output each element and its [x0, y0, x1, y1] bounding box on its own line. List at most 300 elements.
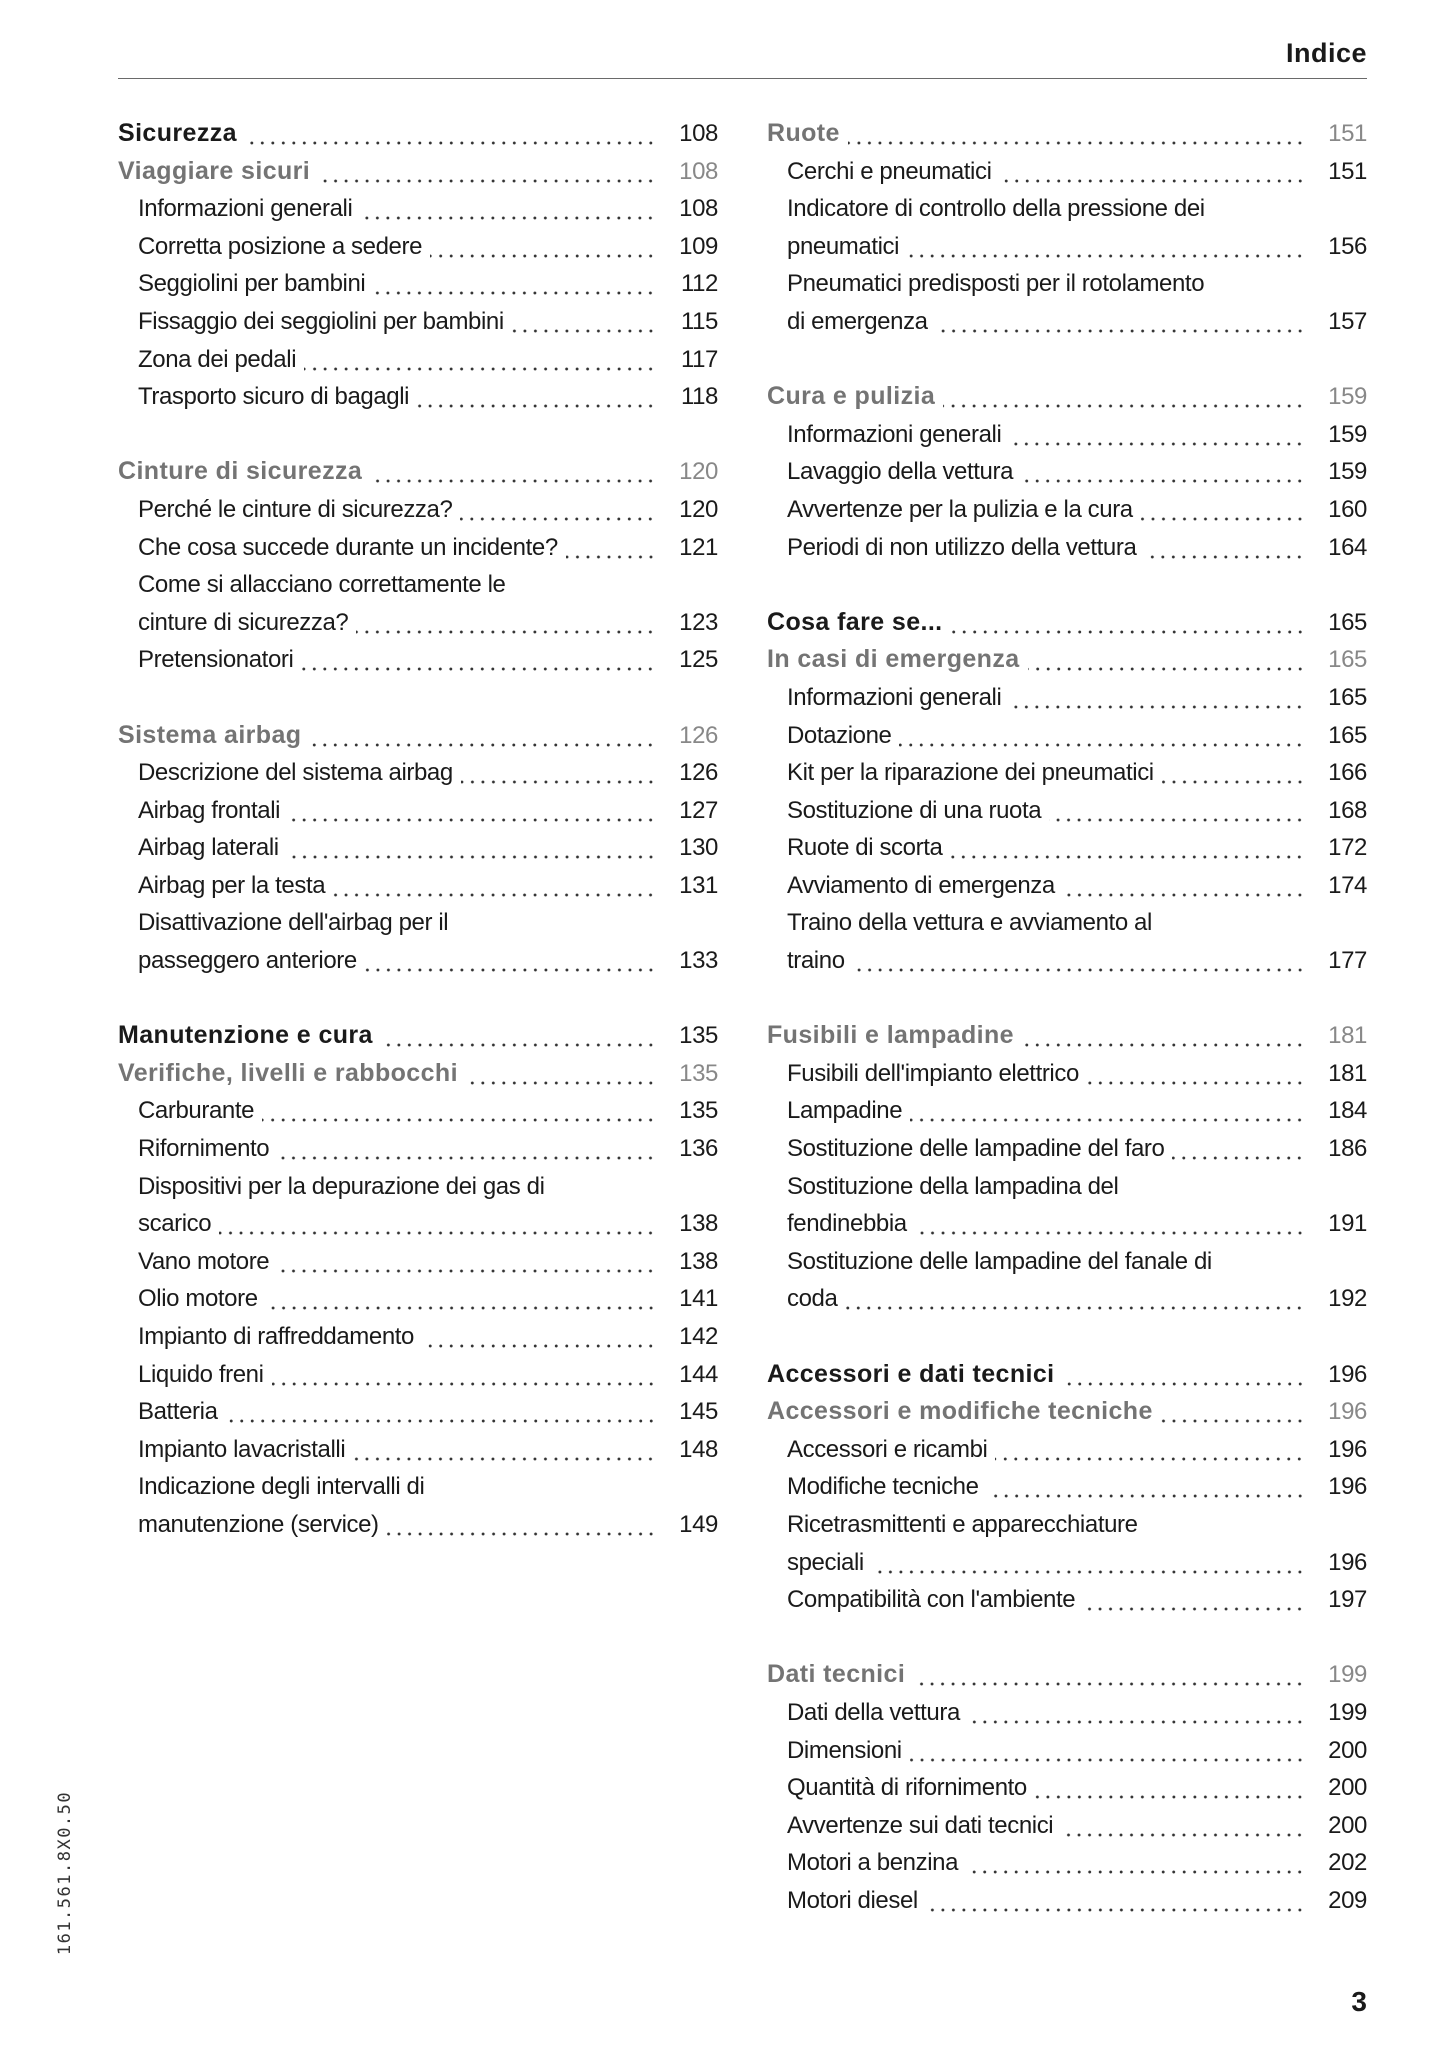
toc-entry-title: Olio motore	[138, 1285, 258, 1313]
toc-entry[interactable]	[767, 416, 1367, 454]
dot-leader	[995, 1431, 1305, 1469]
toc-page-number: 108	[679, 157, 718, 185]
toc-chapter-entry[interactable]	[118, 1017, 718, 1055]
toc-entry[interactable]	[118, 1318, 718, 1356]
toc-page-number: 191	[1328, 1210, 1367, 1238]
toc-page-number: 138	[679, 1247, 718, 1275]
toc-entry-title: Compatibilità con l'ambiente	[787, 1586, 1076, 1614]
dot-leader	[910, 1732, 1305, 1770]
toc-page-number: 135	[679, 1059, 718, 1087]
toc-entry-title: Fissaggio dei seggiolini per bambini	[138, 307, 504, 335]
toc-entry[interactable]	[767, 190, 1367, 228]
toc-entry[interactable]	[118, 190, 718, 228]
toc-entry[interactable]	[118, 1130, 718, 1168]
toc-entry-title: In casi di emergenza	[767, 645, 1020, 674]
toc-page-number: 112	[680, 270, 718, 298]
toc-spacer	[767, 566, 1367, 604]
toc-entry-title: Manutenzione e cura	[118, 1021, 373, 1050]
toc-page-number: 181	[1328, 1059, 1367, 1087]
dot-leader	[910, 1092, 1305, 1130]
toc-entry-title: Ruote di scorta	[787, 834, 943, 862]
toc-page-number: 196	[1328, 1548, 1367, 1576]
toc-entry-title: traino	[787, 947, 845, 975]
dot-leader	[353, 1431, 656, 1469]
dot-leader	[466, 1055, 656, 1093]
toc-page-number: 151	[1328, 157, 1367, 185]
toc-entry[interactable]	[767, 1431, 1367, 1469]
toc-page-number: 181	[1328, 1022, 1367, 1050]
toc-page-number: 165	[1328, 646, 1367, 674]
dot-leader	[277, 1243, 656, 1281]
toc-page-number: 174	[1328, 871, 1367, 899]
toc-entry[interactable]	[767, 1581, 1367, 1619]
toc-page-number: 199	[1328, 1698, 1367, 1726]
dot-leader	[461, 754, 656, 792]
toc-entry[interactable]	[767, 754, 1367, 792]
dot-leader	[853, 942, 1305, 980]
dot-leader	[381, 1017, 656, 1055]
toc-entry-title: Sostituzione di una ruota	[787, 796, 1042, 824]
toc-section-entry[interactable]	[767, 1393, 1367, 1431]
toc-entry[interactable]	[767, 1092, 1367, 1130]
toc-page-number: 121	[679, 533, 718, 561]
dot-leader	[951, 604, 1305, 642]
toc-entry[interactable]	[767, 1205, 1367, 1243]
toc-entry-title: passeggero anteriore	[138, 947, 357, 975]
toc-entry-title: Carburante	[138, 1097, 255, 1125]
toc-spacer	[118, 416, 718, 454]
dot-leader	[913, 1656, 1305, 1694]
toc-entry-title: coda	[787, 1285, 838, 1313]
toc-entry-title: pneumatici	[787, 232, 900, 260]
dot-leader	[460, 491, 656, 529]
toc-chapter-entry[interactable]	[767, 1356, 1367, 1394]
toc-entry-title: Perché le cinture di sicurezza?	[138, 495, 453, 523]
toc-page-number: 108	[679, 120, 718, 147]
toc-entry-title: Dotazione	[787, 721, 892, 749]
toc-page-number: 127	[679, 796, 718, 824]
toc-entry[interactable]	[118, 754, 718, 792]
toc-entry-title: Periodi di non utilizzo della vettura	[787, 533, 1137, 561]
toc-entry-title: Kit per la riparazione dei pneumatici	[787, 759, 1154, 787]
toc-entry[interactable]	[118, 378, 718, 416]
dot-leader	[417, 378, 656, 416]
toc-entry[interactable]	[767, 1280, 1367, 1318]
toc-page-number: 202	[1328, 1849, 1367, 1877]
toc-entry[interactable]	[767, 1844, 1367, 1882]
dot-leader	[245, 115, 656, 153]
toc-entry-title: Airbag frontali	[138, 796, 281, 824]
toc-entry-title: Vano motore	[138, 1247, 270, 1275]
dot-leader	[968, 1694, 1305, 1732]
dot-leader	[1021, 453, 1305, 491]
toc-entry[interactable]	[118, 1243, 718, 1281]
toc-entry[interactable]	[767, 228, 1367, 266]
toc-entry-title: Accessori e ricambi	[787, 1435, 988, 1463]
toc-page-number: 151	[1328, 120, 1367, 147]
toc-entry-title: Sostituzione delle lampadine del fanale di	[787, 1247, 1212, 1275]
toc-entry-title: Dimensioni	[787, 1736, 902, 1764]
toc-entry[interactable]	[767, 529, 1367, 567]
toc-entry-title: Lavaggio della vettura	[787, 458, 1014, 486]
toc-entry[interactable]	[767, 1882, 1367, 1920]
dot-leader	[1000, 153, 1306, 191]
toc-entry-title: Indicatore di controllo della pressione dei	[787, 195, 1205, 223]
dot-leader	[373, 265, 656, 303]
dot-leader	[1009, 416, 1305, 454]
toc-entry-title: Disattivazione dell'airbag per il	[138, 909, 449, 937]
toc-page-number: 177	[1328, 947, 1367, 975]
toc-entry-title: Come si allacciano correttamente le	[138, 571, 506, 599]
toc-page-number: 133	[679, 947, 718, 975]
toc-page-number: 209	[1328, 1886, 1367, 1914]
toc-entry[interactable]	[118, 303, 718, 341]
toc-entry[interactable]	[118, 867, 718, 905]
toc-entry[interactable]	[767, 904, 1367, 942]
toc-entry-title: Che cosa succede durante un incidente?	[138, 533, 558, 561]
dot-leader	[422, 1318, 656, 1356]
toc-entry-title: Rifornimento	[138, 1135, 270, 1163]
toc-entry-title: Accessori e modifiche tecniche	[767, 1397, 1153, 1426]
toc-page-number: 142	[679, 1323, 718, 1350]
dot-leader	[1161, 1393, 1305, 1431]
toc-entry-title: Pretensionatori	[138, 646, 294, 674]
toc-entry[interactable]	[767, 1243, 1367, 1281]
toc-entry[interactable]	[118, 1205, 718, 1243]
toc-page-number: 156	[1328, 232, 1367, 260]
toc-entry[interactable]	[767, 679, 1367, 717]
toc-entry-title: Quantità di rifornimento	[787, 1774, 1027, 1802]
toc-entry[interactable]	[767, 1130, 1367, 1168]
toc-spacer	[767, 1318, 1367, 1356]
toc-page-number: 160	[1328, 495, 1367, 523]
toc-page-number: 165	[1328, 683, 1367, 711]
toc-page-number: 125	[679, 646, 718, 674]
toc-entry[interactable]	[767, 153, 1367, 191]
dot-leader	[272, 1356, 656, 1394]
toc-entry-title: Airbag per la testa	[138, 871, 326, 899]
toc-section-entry[interactable]	[767, 378, 1367, 416]
toc-entry[interactable]	[118, 1280, 718, 1318]
dot-leader	[966, 1844, 1305, 1882]
dot-leader	[219, 1205, 656, 1243]
document-code: 161.561.8X0.50	[55, 1790, 75, 1956]
toc-entry-title: Viaggiare sicuri	[118, 156, 311, 185]
toc-entry-title: Fusibili e lampadine	[767, 1021, 1014, 1050]
toc-page-number: 159	[1328, 458, 1367, 486]
toc-section-entry[interactable]	[118, 453, 718, 491]
toc-entry[interactable]	[118, 641, 718, 679]
toc-page-number: 159	[1328, 420, 1367, 448]
dot-leader	[360, 190, 656, 228]
dot-leader	[943, 378, 1305, 416]
toc-entry-title: Dispositivi per la depurazione dei gas di	[138, 1172, 545, 1200]
toc-entry[interactable]	[767, 867, 1367, 905]
toc-entry[interactable]	[767, 1694, 1367, 1732]
toc-entry[interactable]	[118, 228, 718, 266]
toc-entry[interactable]	[118, 566, 718, 604]
dot-leader	[1063, 1356, 1305, 1394]
toc-column-right	[767, 115, 1367, 1920]
toc-entry-title: Avvertenze sui dati tecnici	[787, 1811, 1054, 1839]
toc-page-number: 196	[1328, 1435, 1367, 1463]
dot-leader	[266, 1280, 656, 1318]
toc-page-number: 109	[679, 232, 718, 260]
toc-entry[interactable]	[767, 453, 1367, 491]
toc-page-number: 117	[680, 345, 718, 373]
dot-leader	[1049, 792, 1305, 830]
toc-entry[interactable]	[767, 1732, 1367, 1770]
dot-leader	[915, 1205, 1305, 1243]
toc-page-number: 165	[1328, 721, 1367, 749]
toc-entry-title: Cinture di sicurezza	[118, 457, 363, 486]
toc-entry-title: Seggiolini per bambini	[138, 270, 366, 298]
dot-leader	[430, 228, 656, 266]
toc-page-number: 131	[679, 871, 718, 899]
toc-entry-title: Motori diesel	[787, 1886, 918, 1914]
toc-entry[interactable]	[767, 829, 1367, 867]
toc-page-number: 200	[1328, 1811, 1367, 1839]
toc-entry-title: Lampadine	[787, 1097, 903, 1125]
page-header-title: Indice	[1285, 38, 1367, 68]
toc-entry-title: fendinebbia	[787, 1210, 907, 1238]
toc-page-number: 166	[1328, 759, 1367, 787]
toc-page-number: 159	[1328, 383, 1367, 411]
dot-leader	[1172, 1130, 1305, 1168]
toc-page-number: 200	[1328, 1774, 1367, 1802]
toc-entry[interactable]	[767, 1807, 1367, 1845]
toc-entry-title: Batteria	[138, 1398, 218, 1426]
dot-leader	[287, 829, 656, 867]
toc-page-number: 200	[1328, 1736, 1367, 1764]
toc-entry-title: Dati tecnici	[767, 1660, 906, 1689]
toc-page-number: 145	[679, 1398, 718, 1426]
toc-entry[interactable]	[118, 904, 718, 942]
dot-leader	[907, 228, 1305, 266]
toc-spacer	[118, 679, 718, 717]
dot-leader	[301, 641, 656, 679]
toc-entry-title: Cosa fare se...	[767, 607, 943, 636]
dot-leader	[318, 153, 656, 191]
toc-spacer	[767, 980, 1367, 1018]
toc-entry-title: Cura e pulizia	[767, 382, 936, 411]
toc-chapter-entry[interactable]	[767, 604, 1367, 642]
toc-section-entry[interactable]	[118, 717, 718, 755]
toc-entry[interactable]	[118, 1092, 718, 1130]
toc-entry-title: Motori a benzina	[787, 1849, 959, 1877]
toc-page-number: 126	[679, 721, 718, 749]
toc-page-number: 196	[1328, 1473, 1367, 1501]
dot-leader	[226, 1393, 656, 1431]
dot-leader	[333, 867, 656, 905]
dot-leader	[277, 1130, 656, 1168]
toc-entry[interactable]	[767, 1544, 1367, 1582]
toc-section-entry[interactable]	[118, 153, 718, 191]
dot-leader	[304, 341, 656, 379]
dot-leader	[1087, 1055, 1305, 1093]
toc-entry-title: Ricetrasmittenti e apparecchiature	[787, 1510, 1138, 1538]
toc-entry-title: Modifiche tecniche	[787, 1473, 979, 1501]
toc-entry[interactable]	[767, 792, 1367, 830]
dot-leader	[1028, 641, 1305, 679]
toc-page-number: 120	[679, 458, 718, 486]
dot-leader	[926, 1882, 1305, 1920]
toc-entry[interactable]	[118, 1393, 718, 1431]
dot-leader	[566, 529, 656, 567]
toc-entry[interactable]	[767, 1506, 1367, 1544]
toc-page-number: 192	[1328, 1285, 1367, 1313]
toc-entry-title: Fusibili dell'impianto elettrico	[787, 1059, 1079, 1087]
toc-entry[interactable]	[767, 1468, 1367, 1506]
toc-page-number: 135	[679, 1097, 718, 1125]
toc-entry-title: Indicazione degli intervalli di	[138, 1473, 425, 1501]
toc-page-number: 196	[1328, 1398, 1367, 1426]
toc-entry-title: Sostituzione delle lampadine del faro	[787, 1135, 1165, 1163]
toc-entry-title: Verifiche, livelli e rabbocchi	[118, 1058, 458, 1087]
toc-page-number: 136	[679, 1135, 718, 1163]
toc-spacer	[118, 980, 718, 1018]
toc-page-number: 148	[679, 1435, 718, 1463]
dot-leader	[1022, 1017, 1305, 1055]
toc-entry-title: di emergenza	[787, 307, 928, 335]
toc-page-number: 108	[679, 195, 718, 223]
toc-page-number: 157	[1328, 307, 1367, 335]
toc-entry[interactable]	[767, 717, 1367, 755]
toc-entry-title: Sicurezza	[118, 119, 237, 147]
toc-entry[interactable]	[118, 341, 718, 379]
toc-section-entry[interactable]	[767, 1017, 1367, 1055]
toc-section-entry[interactable]	[767, 641, 1367, 679]
toc-entry-title: Avviamento di emergenza	[787, 871, 1055, 899]
page-number: 3	[1351, 1986, 1367, 2017]
toc-entry[interactable]	[118, 265, 718, 303]
toc-page-number: 115	[680, 307, 718, 335]
dot-leader	[356, 604, 656, 642]
toc-entry-title: Traino della vettura e avviamento al	[787, 909, 1152, 937]
toc-section-entry[interactable]	[767, 1656, 1367, 1694]
toc-page-number: 126	[679, 759, 718, 787]
toc-entry-title: Impianto di raffreddamento	[138, 1323, 414, 1350]
toc-entry-title: manutenzione (service)	[138, 1510, 379, 1538]
toc-section-entry[interactable]	[118, 1055, 718, 1093]
dot-leader	[1141, 491, 1305, 529]
dot-leader	[872, 1544, 1305, 1582]
header-divider	[118, 78, 1367, 79]
toc-entry[interactable]	[118, 829, 718, 867]
toc-entry[interactable]	[767, 1168, 1367, 1206]
toc-page-number: 123	[679, 608, 718, 636]
toc-entry-title: Avvertenze per la pulizia e la cura	[787, 495, 1133, 523]
dot-leader	[262, 1092, 656, 1130]
toc-entry-title: Dati della vettura	[787, 1698, 960, 1726]
dot-leader	[845, 1280, 1305, 1318]
toc-page-number: 130	[679, 834, 718, 862]
toc-page-number: 165	[1328, 608, 1367, 636]
toc-entry-title: Pneumatici predisposti per il rotolamento	[787, 270, 1205, 298]
toc-spacer	[767, 341, 1367, 379]
dot-leader	[950, 829, 1305, 867]
toc-entry[interactable]	[118, 491, 718, 529]
toc-chapter-entry[interactable]	[118, 115, 718, 153]
toc-entry-title: Cerchi e pneumatici	[787, 157, 992, 185]
dot-leader	[1063, 867, 1305, 905]
toc-page-number: 196	[1328, 1360, 1367, 1388]
toc-entry-title: Sistema airbag	[118, 720, 302, 749]
toc-page-number: 164	[1328, 533, 1367, 561]
toc-entry[interactable]	[767, 1055, 1367, 1093]
toc-entry[interactable]	[118, 942, 718, 980]
toc-page-number: 199	[1328, 1661, 1367, 1689]
dot-leader	[848, 115, 1305, 153]
toc-page-number: 172	[1328, 834, 1367, 862]
toc-entry-title: Corretta posizione a sedere	[138, 232, 423, 260]
toc-entry-title: Informazioni generali	[138, 195, 353, 223]
toc-entry[interactable]	[118, 1431, 718, 1469]
toc-entry-title: Informazioni generali	[787, 683, 1002, 711]
toc-entry[interactable]	[767, 942, 1367, 980]
toc-entry[interactable]	[767, 265, 1367, 303]
toc-entry[interactable]	[118, 792, 718, 830]
toc-entry-title: speciali	[787, 1548, 864, 1576]
toc-entry-title: Sostituzione della lampadina del	[787, 1172, 1119, 1200]
dot-leader	[309, 717, 656, 755]
toc-spacer	[767, 1619, 1367, 1657]
dot-leader	[899, 717, 1305, 755]
dot-leader	[387, 1506, 656, 1544]
toc-entry[interactable]	[767, 303, 1367, 341]
dot-leader	[1061, 1807, 1305, 1845]
toc-entry[interactable]	[767, 491, 1367, 529]
dot-leader	[1144, 529, 1305, 567]
dot-leader	[512, 303, 656, 341]
dot-leader	[1162, 754, 1305, 792]
toc-entry[interactable]	[767, 1769, 1367, 1807]
toc-entry[interactable]	[118, 1506, 718, 1544]
toc-entry-title: Informazioni generali	[787, 420, 1002, 448]
dot-leader	[1083, 1581, 1305, 1619]
toc-entry-title: cinture di sicurezza?	[138, 608, 349, 636]
toc-entry[interactable]	[118, 1468, 718, 1506]
toc-page-number: 168	[1328, 796, 1367, 824]
toc-page-number: 149	[679, 1510, 718, 1538]
toc-entry-title: Liquido freni	[138, 1360, 264, 1388]
toc-entry-title: Airbag laterali	[138, 834, 279, 862]
toc-page-number: 184	[1328, 1097, 1367, 1125]
toc-entry[interactable]	[118, 529, 718, 567]
toc-page-number: 197	[1328, 1586, 1367, 1614]
toc-page-number: 141	[679, 1285, 718, 1313]
toc-entry[interactable]	[118, 1356, 718, 1394]
dot-leader	[288, 792, 656, 830]
toc-entry-title: scarico	[138, 1210, 212, 1238]
toc-entry[interactable]	[118, 604, 718, 642]
toc-entry-title: Trasporto sicuro di bagagli	[138, 383, 410, 411]
toc-page-number: 138	[679, 1210, 718, 1238]
toc-page-number: 120	[679, 495, 718, 523]
toc-page-number: 186	[1328, 1135, 1367, 1163]
toc-column-left	[118, 115, 718, 1544]
dot-leader	[936, 303, 1305, 341]
dot-leader	[365, 942, 656, 980]
toc-entry-title: Accessori e dati tecnici	[767, 1359, 1055, 1388]
toc-entry-title: Impianto lavacristalli	[138, 1435, 346, 1463]
toc-section-entry[interactable]	[767, 115, 1367, 153]
dot-leader	[987, 1468, 1305, 1506]
dot-leader	[1035, 1769, 1305, 1807]
dot-leader	[370, 453, 656, 491]
toc-entry-title: Zona dei pedali	[138, 345, 297, 373]
toc-entry[interactable]	[118, 1168, 718, 1206]
